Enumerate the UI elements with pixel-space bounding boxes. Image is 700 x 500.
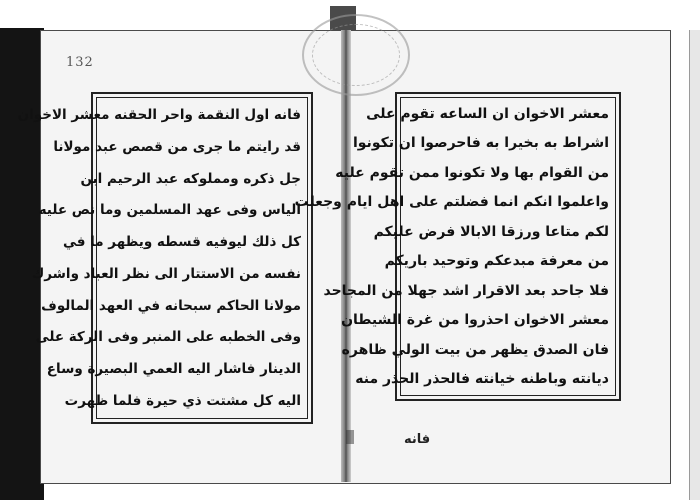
text-line: لكم متاعا ورزقا الابالا فرض عليكم [373,223,609,240]
text-line: فانه اول النقمة واحر الحقنه معشر الاخوان [17,107,301,123]
text-line: معشر الاخوان احذروا من غرة الشيطان [341,312,609,329]
library-seal-stamp [302,14,410,96]
text-line: واعلموا انكم انما فضلتم على اهل ايام وجعلت [294,194,609,211]
text-line: الدينار فاشار اليه العمي البصيرة وساع [46,361,301,378]
text-line: قد رايتم ما جرى من قصص عبد مولانا [53,138,301,155]
left-text-block [17,92,313,424]
text-line: من معرفة مبدعكم وتوحيد باريكم [384,253,609,270]
ink-mark [346,430,354,444]
text-line: اشراط به بخيرا به فاحرصوا ان تكونوا [352,135,609,152]
text-line: جل ذكره ومملوكه عبد الرحيم ابن [80,170,301,187]
text-line: اليه كل مشتت ذي حيرة فلما ظهرت [64,392,301,409]
catchword: فانه [404,432,431,447]
text-line: كل ذلك ليوفيه قسطه ويظهر ما في [62,234,301,251]
page-stack-edge [689,30,700,500]
right-text-block [294,92,621,401]
book-gutter [341,30,351,482]
text-line: نفسه من الاستتار الى نظر العباد واشرك [31,265,301,282]
folio-number: 132 [66,55,94,70]
text-line: من القوام بها ولا تكونوا ممن تقوم عليه [335,164,609,181]
seal-inner-ring [312,24,399,87]
text-line: فان الصدق يظهر من بيت الولي ظاهره [341,341,609,358]
text-line: معشر الاخوان ان الساعه تقوم على [366,106,609,122]
text-line: مولانا الحاكم سبحانه في العهد المالوف [41,297,301,314]
text-line: فلا جاحد بعد الاقرار اشد جهلا من المجاحد [323,282,609,299]
text-line: وفى الخطبه على المنبر وفى الركة على [35,329,301,346]
text-line: الياس وفى عهد المسلمين وما نص عليه [38,202,301,219]
text-line: ديانته وباطنه خيانته فالحذر الحذر منه [355,370,609,387]
